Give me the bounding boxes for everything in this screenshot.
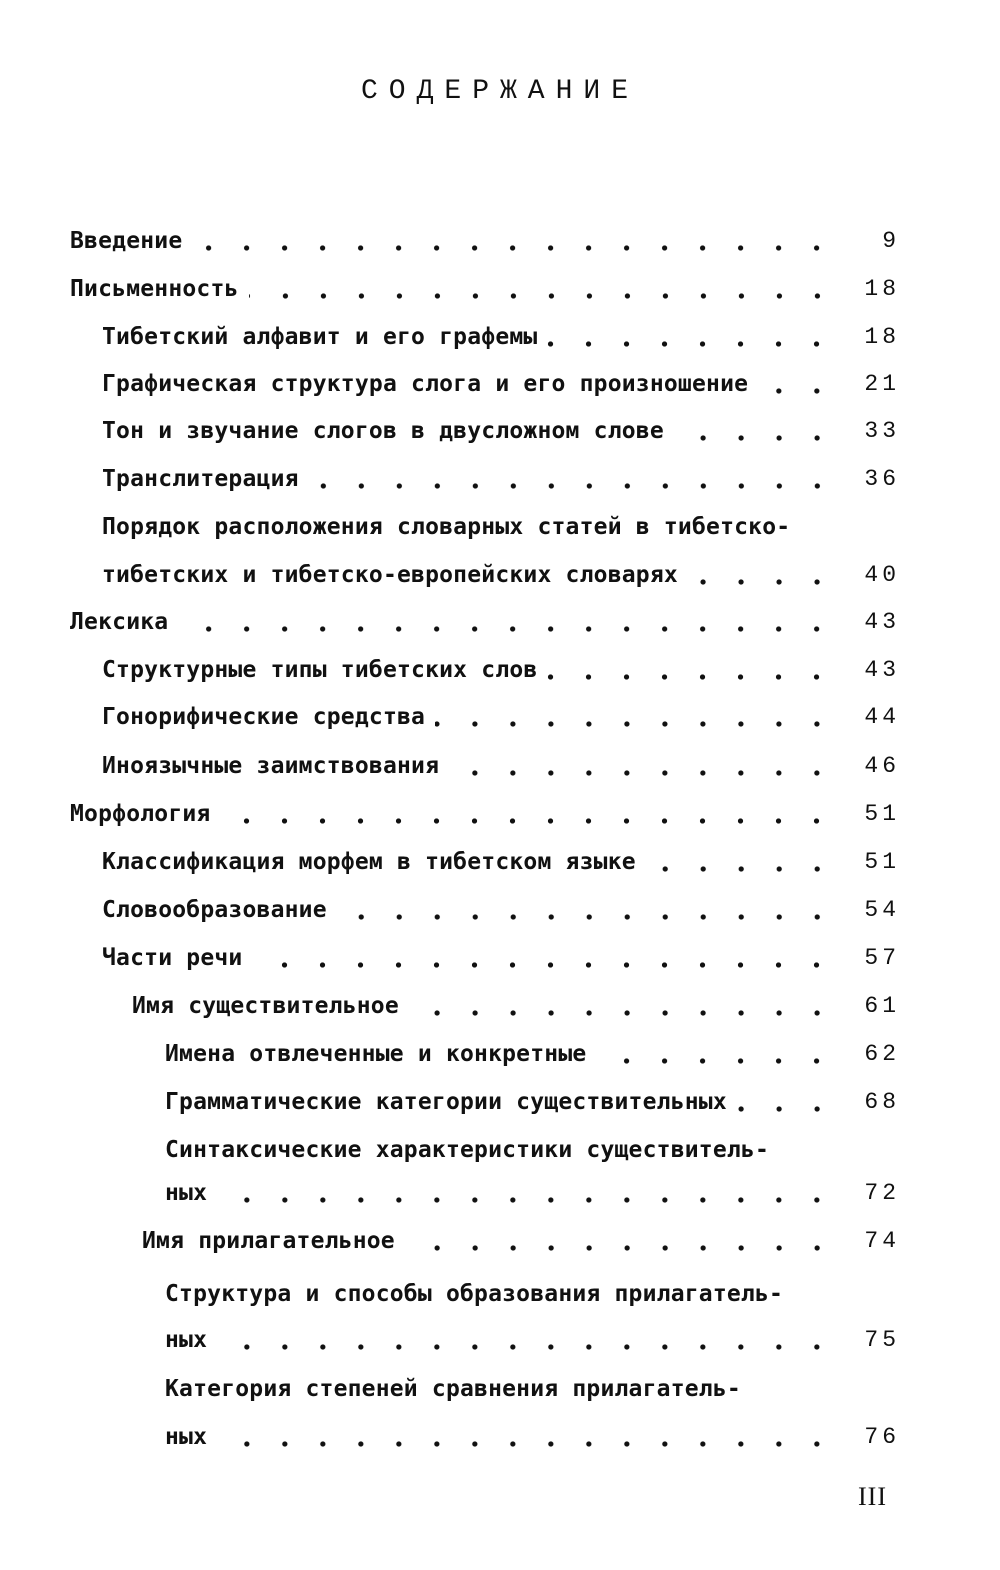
toc-entry[interactable]	[165, 1082, 900, 1122]
toc-page-number: 18	[864, 276, 900, 302]
toc-entry-title: Порядок расположения словарных статей в тибетско-	[102, 514, 791, 540]
leader-dots	[449, 768, 836, 778]
leader-dots	[547, 672, 836, 682]
toc-entry-title: Письменность	[70, 276, 239, 302]
leader-dots	[337, 912, 836, 922]
toc-entry-line[interactable]	[165, 1130, 900, 1170]
toc-entry-title: Иноязычные заимствования	[102, 753, 440, 779]
toc-page-number: 21	[864, 371, 900, 397]
toc-entry[interactable]	[70, 602, 900, 642]
toc-entry-title: Транслитерация	[102, 466, 299, 492]
leader-dots	[409, 1008, 836, 1018]
toc-page-number: 74	[864, 1228, 900, 1254]
page-number-roman: III	[858, 1482, 887, 1511]
leader-dots	[435, 719, 836, 729]
toc-entry-title: Грамматические категории существительных	[165, 1089, 727, 1115]
toc-entry[interactable]	[165, 1417, 900, 1457]
toc-page-number: 61	[864, 993, 900, 1019]
toc-entry-title: Части речи	[102, 945, 243, 971]
leader-dots	[688, 577, 836, 587]
page-title: СОДЕРЖАНИЕ	[360, 76, 640, 107]
toc-entry[interactable]	[102, 938, 900, 978]
leader-dots	[217, 1195, 836, 1205]
toc-page-number: 46	[864, 753, 900, 779]
toc-page-number: 54	[864, 897, 900, 923]
toc-entry-title: Словообразование	[102, 897, 327, 923]
toc-page-number: 68	[864, 1089, 900, 1115]
toc-entry-title: Гонорифические средства	[102, 704, 426, 730]
leader-dots	[249, 291, 836, 301]
toc-entry[interactable]	[102, 697, 900, 737]
toc-page-number: 18	[864, 324, 900, 350]
toc-entry[interactable]	[102, 411, 900, 451]
leader-dots	[405, 1243, 836, 1253]
leader-dots	[252, 960, 836, 970]
toc-entry[interactable]	[102, 842, 900, 882]
toc-page-number: 76	[864, 1424, 900, 1450]
leader-dots	[192, 243, 836, 253]
toc-page-number: 51	[864, 849, 900, 875]
toc-entry-title: Графическая структура слога и его произношение	[102, 371, 749, 397]
toc-entry[interactable]	[70, 794, 900, 834]
leader-dots	[646, 864, 836, 874]
toc-page-number: 51	[864, 801, 900, 827]
toc-entry-line[interactable]	[165, 1369, 900, 1409]
toc-page-number: 9	[882, 228, 900, 254]
leader-dots	[737, 1104, 836, 1114]
toc-page-number: 36	[864, 466, 900, 492]
toc-entry-title: Синтаксические характеристики существитель-	[165, 1137, 770, 1163]
leader-dots	[547, 339, 836, 349]
leader-dots	[596, 1056, 836, 1066]
toc-entry-title: Морфология	[70, 801, 211, 827]
toc-entry-line[interactable]	[165, 1274, 900, 1314]
toc-entry-title: ных	[165, 1327, 208, 1353]
toc-entry[interactable]	[132, 986, 900, 1026]
toc-entry-title: Имя прилагательное	[142, 1228, 395, 1254]
toc-page-number: 57	[864, 945, 900, 971]
toc-entry-title: Структура и способы образования прилагатель-	[165, 1281, 784, 1307]
toc-page-number: 43	[864, 609, 900, 635]
toc-page-number: 72	[864, 1180, 900, 1206]
toc-entry-title: Тибетский алфавит и его графемы	[102, 324, 538, 350]
toc-page-number: 62	[864, 1041, 900, 1067]
toc-entry[interactable]	[142, 1221, 900, 1261]
toc-entry-title: Введение	[70, 228, 183, 254]
toc-entry[interactable]	[165, 1320, 900, 1360]
toc-entry[interactable]	[102, 650, 900, 690]
toc-entry[interactable]	[102, 459, 900, 499]
toc-entry[interactable]	[165, 1173, 900, 1213]
leader-dots	[217, 1439, 836, 1449]
toc-entry-title: ных	[165, 1180, 208, 1206]
toc-entry-title: Имя существительное	[132, 993, 399, 1019]
toc-entry-title: Категория степеней сравнения прилагатель-	[165, 1376, 741, 1402]
toc-entry-title: ных	[165, 1424, 208, 1450]
toc-entry[interactable]	[70, 269, 900, 309]
toc-page-number: 75	[864, 1327, 900, 1353]
toc-page-number: 44	[864, 704, 900, 730]
toc-entry-title: тибетских и тибетско-европейских словарях	[102, 562, 678, 588]
toc-entry-title: Имена отвлеченные и конкретные	[165, 1041, 587, 1067]
toc-entry[interactable]	[102, 364, 900, 404]
toc-entry[interactable]	[102, 890, 900, 930]
leader-dots	[674, 433, 836, 443]
toc-entry-title: Тон и звучание слогов в двусложном слове	[102, 418, 664, 444]
toc-entry-title: Структурные типы тибетских слов	[102, 657, 538, 683]
leader-dots	[178, 624, 836, 634]
toc-entry[interactable]	[165, 1034, 900, 1074]
toc-page-number: 40	[864, 562, 900, 588]
toc-entry[interactable]	[102, 746, 900, 786]
leader-dots	[217, 1342, 836, 1352]
leader-dots	[758, 386, 836, 396]
toc-entry[interactable]	[70, 221, 900, 261]
leader-dots	[220, 816, 836, 826]
leader-dots	[309, 481, 836, 491]
toc-page-number: 43	[864, 657, 900, 683]
toc-entry[interactable]	[102, 555, 900, 595]
toc-entry[interactable]	[102, 317, 900, 357]
toc-entry-line[interactable]	[102, 507, 900, 547]
toc-entry-title: Классификация морфем в тибетском языке	[102, 849, 636, 875]
toc-entry-title: Лексика	[70, 609, 169, 635]
toc-page-number: 33	[864, 418, 900, 444]
